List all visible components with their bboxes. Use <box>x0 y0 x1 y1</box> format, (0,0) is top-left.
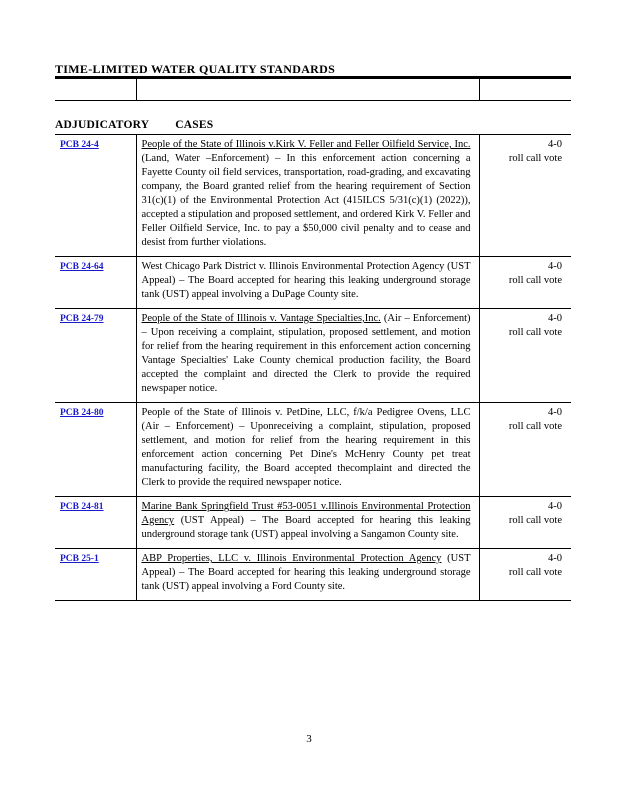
vote-cell <box>479 403 571 497</box>
case-caption: ABP Properties, LLC v. Illinois Environmental Protection Agency <box>141 553 442 564</box>
case-number-link[interactable]: PCB 24-80 <box>60 408 104 418</box>
case-row <box>55 403 571 497</box>
case-row <box>55 549 571 601</box>
case-caption: People of the State of Illinois v. Vantage Specialties,Inc. <box>141 313 381 324</box>
case-number-link[interactable]: PCB 24-64 <box>60 262 104 272</box>
vote-count: 4-0 <box>548 407 562 418</box>
case-description <box>136 403 479 497</box>
vote-label: roll call vote <box>508 327 562 338</box>
case-number-link[interactable]: PCB 25-1 <box>60 554 99 564</box>
vote-cell <box>479 257 571 309</box>
empty-table-row <box>55 79 571 101</box>
vote-count: 4-0 <box>548 261 562 272</box>
case-summary: (UST Appeal) – The Board accepted for hearing this leaking underground storage tank (UST) appeal involving a Sangamon County site. <box>141 515 471 540</box>
case-summary: (Land, Water –Enforcement) – In this enforcement action concerning a Fayette County oil field services, transportation, road-grading, and excavating company, the Board granted relief from the hearing requirement of Section 31(c)(1) of the Environmental Protection Act (415ILCS 5/31(c)(1) (2022)), accepted a stipulation and proposed settlement, and ordered Kirk V. Feller and Feller Oilfield Service, Inc. to pay a $50,000 civil penalty and to cease and desist from further violations. <box>141 153 471 248</box>
case-description <box>136 549 479 601</box>
vote-count: 4-0 <box>548 553 562 564</box>
section-title-part1: ADJUDICATORY <box>55 119 150 131</box>
page-number: 3 <box>306 733 312 745</box>
vote-count: 4-0 <box>548 313 562 324</box>
case-description <box>136 135 479 257</box>
section-title <box>55 119 213 131</box>
case-number-cell <box>55 549 136 601</box>
vote-label: roll call vote <box>508 515 562 526</box>
case-row <box>55 497 571 549</box>
adjudicatory-cases-table <box>55 134 571 601</box>
page-title: TIME-LIMITED WATER QUALITY STANDARDS <box>55 62 336 76</box>
case-row <box>55 257 571 309</box>
case-number-link[interactable]: PCB 24-79 <box>60 314 104 324</box>
section-title-part2: CASES <box>175 119 214 131</box>
case-number-link[interactable]: PCB 24-81 <box>60 502 104 512</box>
case-row <box>55 309 571 403</box>
vote-cell <box>479 135 571 257</box>
case-description <box>136 309 479 403</box>
vote-count: 4-0 <box>548 139 562 150</box>
case-number-cell <box>55 257 136 309</box>
vote-label: roll call vote <box>508 567 562 578</box>
case-number-cell <box>55 135 136 257</box>
vote-cell <box>479 497 571 549</box>
case-caption: People of the State of Illinois v.Kirk V. Feller and Feller Oilfield Service, Inc. <box>141 139 471 150</box>
case-summary: (UST Appeal) – The Board accepted for hearing this leaking underground storage tank (UST) appeal involving a Ford County site. <box>141 553 471 592</box>
case-number-cell <box>55 403 136 497</box>
case-summary: West Chicago Park District v. Illinois Environmental Protection Agency (UST Appeal) – The Board accepted for hearing this leaking underground storage tank (UST) appeal involving a DuPage County site. <box>141 261 471 300</box>
case-description <box>136 497 479 549</box>
vote-label: roll call vote <box>508 275 562 286</box>
case-number-cell <box>55 309 136 403</box>
vote-label: roll call vote <box>508 421 562 432</box>
case-row <box>55 135 571 257</box>
case-description <box>136 257 479 309</box>
case-number-link[interactable]: PCB 24-4 <box>60 140 99 150</box>
vote-cell <box>479 309 571 403</box>
case-summary: People of the State of Illinois v. PetDine, LLC, f/k/a Pedigree Ovens, LLC (Air – Enforcement) – Uponreceiving a complaint, stipulation, proposed settlement, and motion for relief from the hearing requirement in this enforcement action concerning Pet Dine's McHenry County pet treat manufacturing facility, the Board accepted thecomplaint and directed the Clerk to provide the required newspaper notice. <box>141 407 471 488</box>
case-summary: (Air – Enforcement) – Upon receiving a complaint, stipulation, proposed settlement, and motion for relief from the hearing requirement in this enforcement action concerning Vantage Specialties' Lake County chemical production facility, the Board accepted the complaint and directed the Clerk to provide the required newspaper notice. <box>141 313 471 394</box>
vote-label: roll call vote <box>508 153 562 164</box>
case-number-cell <box>55 497 136 549</box>
vote-cell <box>479 549 571 601</box>
case-caption: Marine Bank Springfield Trust #53-0051 v.Illinois Environmental Protection Agency <box>141 501 471 526</box>
column-divider <box>479 79 480 100</box>
vote-count: 4-0 <box>548 501 562 512</box>
column-divider <box>136 79 137 100</box>
